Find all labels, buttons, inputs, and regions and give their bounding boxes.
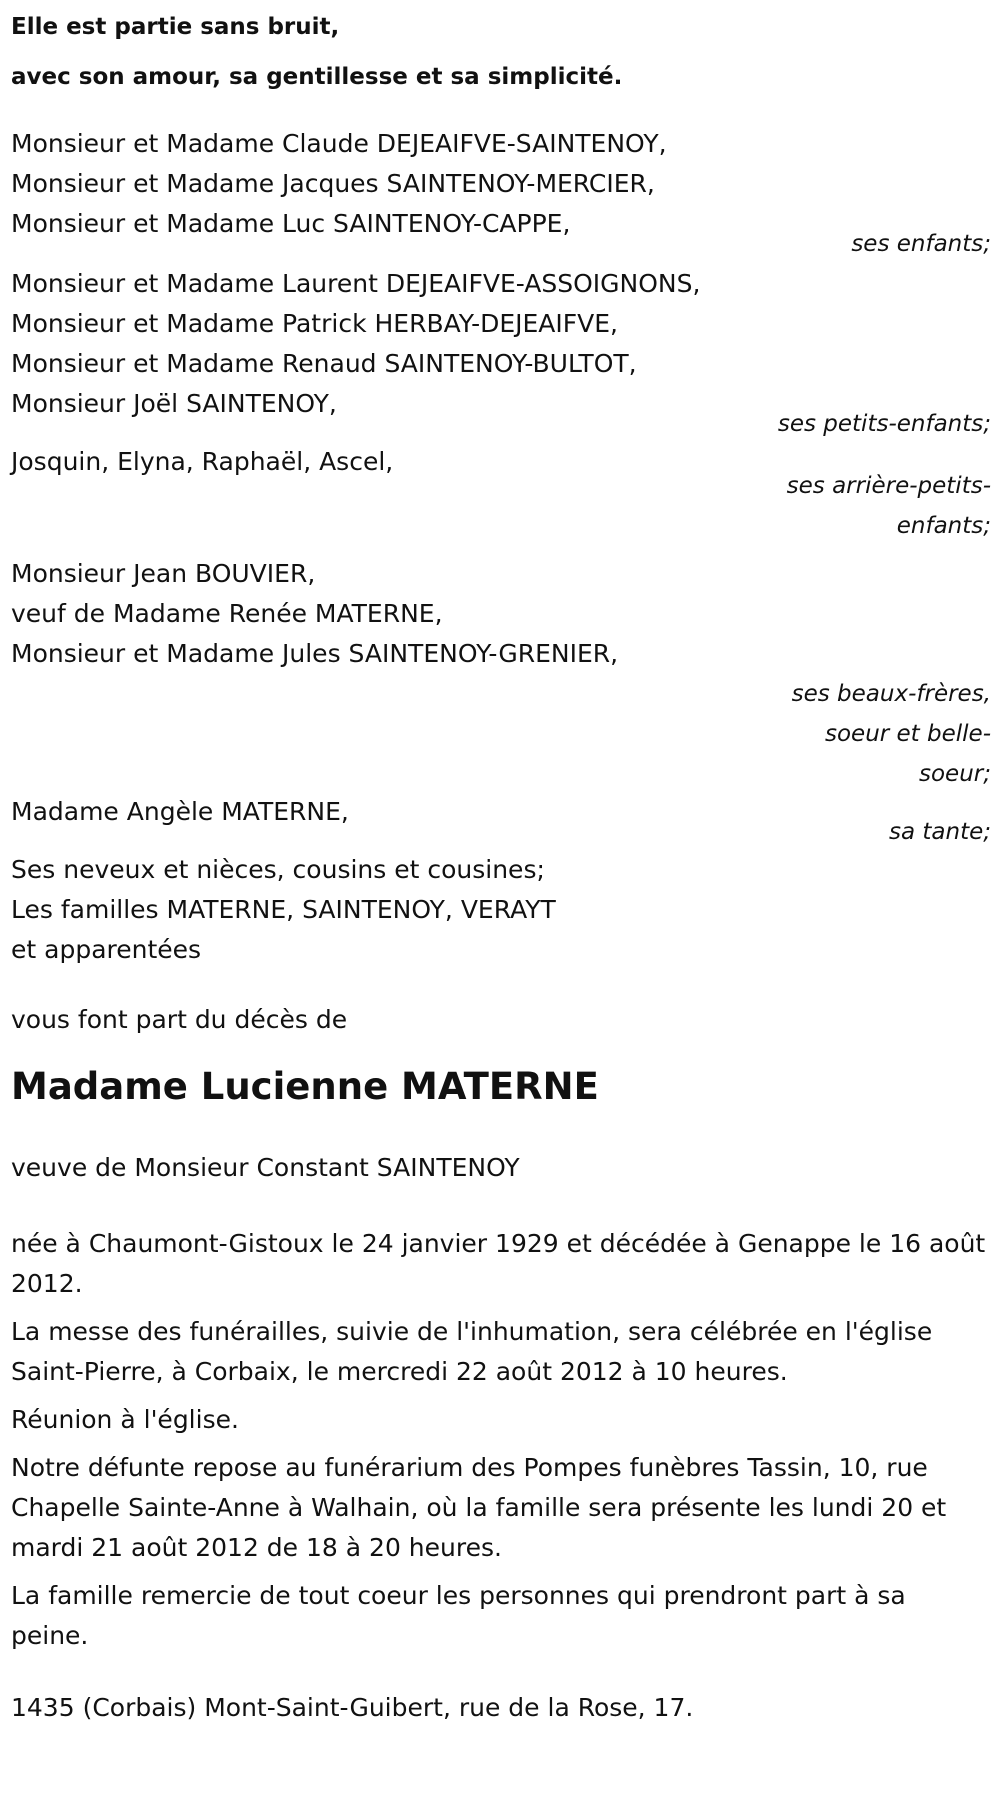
relation-petits-enfants-row [11,411,991,444]
name-line: Monsieur et Madame Jules SAINTENOY-GRENIER, [11,639,619,668]
beaux-freres-names [11,554,991,674]
group-beaux-freres [11,554,991,674]
name-line: Monsieur et Madame Claude DEJEAIFVE-SAINTENOY, [11,129,667,158]
name-line: Monsieur et Madame Patrick HERBAY-DEJEAIFVE, [11,309,619,338]
name-line: Madame Angèle MATERNE, [11,797,349,826]
relation-enfants [741,224,991,264]
name-line: Monsieur Joël SAINTENOY, [11,389,337,418]
name-line: et apparentées [11,935,202,964]
relation-tante-row [11,819,991,852]
paragraph-messe: La messe des funérailles, suivie de l'inhumation, sera célébrée en l'église Saint-Pierre, à Corbaix, le mercredi 22 août 2012 à 10 heures. [11,1317,933,1386]
name-line: Monsieur et Madame Laurent DEJEAIFVE-ASSOIGNONS, [11,269,701,298]
name-line: Josquin, Elyna, Raphaël, Ascel, [11,447,394,476]
intro-line-2: avec son amour, sa gentillesse et sa simplicité. [11,64,623,90]
deceased-name: Madame Lucienne MATERNE [11,1065,599,1108]
relation-line: ses arrière-petits- [786,473,991,499]
relation-petits-enfants [741,404,991,444]
relation-enfants-row [11,231,991,264]
intro-quote [11,2,991,102]
relation-line: enfants; [896,513,991,539]
paragraph-reunion: Réunion à l'église. [11,1405,239,1434]
relation-beaux-freres [741,674,991,794]
relation-line: sa tante; [889,819,991,845]
relation-line: ses beaux-frères, [791,681,991,707]
relation-tante [741,812,991,852]
group-petits-enfants [11,264,991,424]
name-line: Monsieur Jean BOUVIER, [11,559,316,588]
name-line: Ses neveux et nièces, cousins et cousines; [11,855,545,884]
name-line: Monsieur et Madame Renaud SAINTENOY-BULTOT, [11,349,637,378]
relation-line: soeur et belle- [824,721,991,747]
deces-announcement: vous font part du décès de [11,1005,348,1034]
relation-beaux-freres-row [11,674,991,794]
group-arriere-petits-enfants [11,444,991,546]
paragraph-remerciements: La famille remercie de tout coeur les personnes qui prendront part à sa peine. [11,1581,906,1650]
name-line: Monsieur et Madame Luc SAINTENOY-CAPPE, [11,209,571,238]
relation-line: ses enfants; [851,231,991,257]
address: 1435 (Corbais) Mont-Saint-Guibert, rue de la Rose, 17. [11,1693,694,1722]
arriere-petits-enfants-names [11,442,741,546]
name-line: veuf de Madame Renée MATERNE, [11,599,443,628]
relation-line: ses petits-enfants; [777,411,991,437]
petits-enfants-names [11,264,991,424]
group-famille [11,850,991,970]
paragraph-naissance: née à Chaumont-Gistoux le 24 janvier 1929 et décédée à Genappe le 16 août 2012. [11,1229,986,1298]
name-line: Monsieur et Madame Jacques SAINTENOY-MERCIER, [11,169,655,198]
veuve-de: veuve de Monsieur Constant SAINTENOY [11,1153,520,1182]
paragraph-funerarium: Notre défunte repose au funérarium des Pompes funèbres Tassin, 10, rue Chapelle Sainte-Anne à Walhain, où la famille sera présente les lundi 20 et mardi 21 août 2012 de 18 à 20 heures. [11,1453,947,1562]
name-line: Les familles MATERNE, SAINTENOY, VERAYT [11,895,556,924]
obituary-page [0,2,1000,1793]
relation-arriere-petits-enfants [741,466,991,546]
relation-line: soeur; [919,761,991,787]
intro-line-1: Elle est partie sans bruit, [11,14,340,40]
obituary-content [11,2,991,1728]
